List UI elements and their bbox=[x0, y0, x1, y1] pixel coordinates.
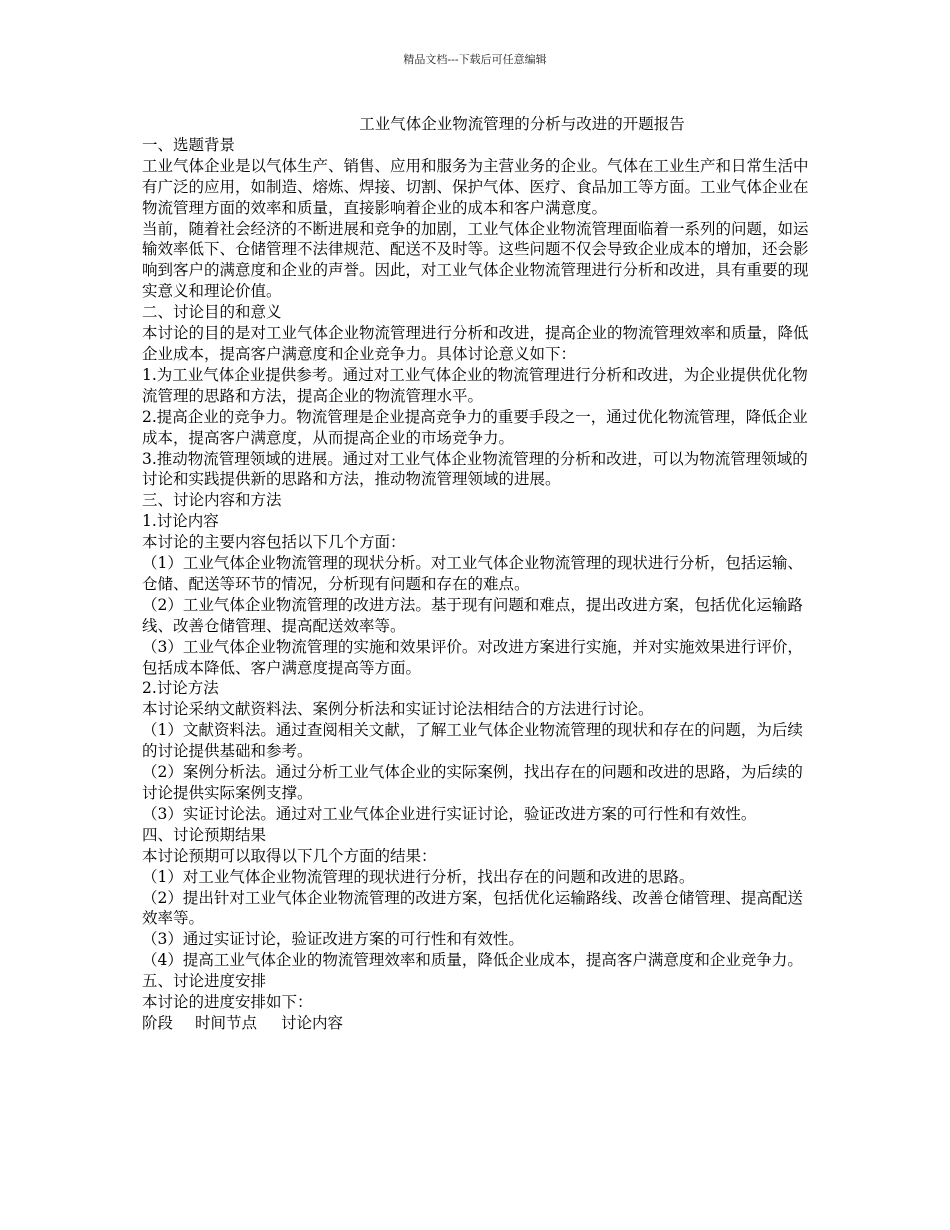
page-header: 精品文档---下载后可任意编辑 bbox=[403, 53, 547, 66]
section-heading: 五、讨论进度安排 bbox=[142, 972, 267, 991]
list-item: （2）提出针对工业气体企业物流管理的改进方案，包括优化运输路线、改善仓储管理、提高配送效率等。 bbox=[142, 888, 803, 928]
section-heading: 二、讨论目的和意义 bbox=[142, 303, 282, 322]
paragraph: 工业气体企业是以气体生产、销售、应用和服务为主营业务的企业。气体在工业生产和日常生活中有广泛的应用，如制造、熔炼、焊接、切割、保护气体、医疗、食品加工等方面。工业气体企业在物流管理方面的效率和质量，直接影响着企业的成本和客户满意度。 bbox=[142, 156, 809, 217]
list-item: 2.提高企业的竞争力。物流管理是企业提高竞争力的重要手段之一，通过优化物流管理，降低企业成本，提高客户满意度，从而提高企业的市场竞争力。 bbox=[142, 407, 808, 447]
document-body bbox=[142, 114, 812, 1034]
list-item: 3.推动物流管理领域的进展。通过对工业气体企业物流管理的分析和改进，可以为物流管理领域的讨论和实践提供新的思路和方法，推动物流管理领域的进展。 bbox=[142, 449, 808, 489]
list-item: （1）工业气体企业物流管理的现状分析。对工业气体企业物流管理的现状进行分析，包括运输、仓储、配送等环节的情况，分析现有问题和存在的难点。 bbox=[142, 554, 803, 593]
section-heading: 一、选题背景 bbox=[142, 135, 236, 154]
list-item: （4）提高工业气体企业的物流管理效率和质量，降低企业成本，提高客户满意度和企业竞争力。 bbox=[142, 951, 803, 970]
section-heading: 四、讨论预期结果 bbox=[142, 825, 267, 844]
section-heading: 三、讨论内容和方法 bbox=[142, 491, 282, 510]
list-item: （3）工业气体企业物流管理的实施和效果评价。对改进方案进行实施，并对实施效果进行评价，包括成本降低、客户满意度提高等方面。 bbox=[142, 637, 803, 677]
list-item: （1）对工业气体企业物流管理的现状进行分析，找出存在的问题和改进的思路。 bbox=[142, 867, 695, 886]
subsection-heading: 1.讨论内容 bbox=[142, 512, 219, 531]
column-header-content: 讨论内容 bbox=[281, 1013, 344, 1032]
column-header-time: 时间节点 bbox=[195, 1013, 258, 1032]
paragraph: 本讨论采纳文献资料法、案例分析法和实证讨论法相结合的方法进行讨论。 bbox=[142, 700, 654, 719]
list-item: （2）工业气体企业物流管理的改进方法。基于现有问题和难点，提出改进方案，包括优化运输路线、改善仓储管理、提高配送效率等。 bbox=[142, 595, 803, 635]
list-item: （3）通过实证讨论，验证改进方案的可行性和有效性。 bbox=[142, 930, 524, 949]
list-item: 1.为工业气体企业提供参考。通过对工业气体企业的物流管理进行分析和改进，为企业提供优化物流管理的思路和方法，提高企业的物流管理水平。 bbox=[142, 365, 808, 405]
paragraph: 本讨论的进度安排如下： bbox=[142, 993, 313, 1012]
paragraph: 本讨论的主要内容包括以下几个方面： bbox=[142, 533, 406, 552]
schedule-table-header bbox=[142, 1013, 812, 1034]
list-item: （1）文献资料法。通过查阅相关文献，了解工业气体企业物流管理的现状和存在的问题，为后续的讨论提供基础和参考。 bbox=[142, 721, 803, 761]
document-title: 工业气体企业物流管理的分析与改进的开题报告 bbox=[359, 115, 685, 133]
list-item: （3）实证讨论法。通过对工业气体企业进行实证讨论，验证改进方案的可行性和有效性。 bbox=[142, 804, 757, 823]
paragraph: 本讨论的目的是对工业气体企业物流管理进行分析和改进，提高企业的物流管理效率和质量，降低企业成本，提高客户满意度和企业竞争力。具体讨论意义如下： bbox=[142, 324, 809, 363]
column-header-stage: 阶段 bbox=[142, 1013, 174, 1032]
paragraph: 本讨论预期可以取得以下几个方面的结果： bbox=[142, 846, 437, 865]
list-item: （2）案例分析法。通过分析工业气体企业的实际案例，找出存在的问题和改进的思路，为后续的讨论提供实际案例支撑。 bbox=[142, 763, 803, 802]
paragraph: 当前，随着社会经济的不断进展和竞争的加剧，工业气体企业物流管理面临着一系列的问题，如运输效率低下、仓储管理不法律规范、配送不及时等。这些问题不仅会导致企业成本的增加，还会影响到客户的满意度和企业的声誉。因此，对工业气体企业物流管理进行分析和改进，具有重要的现实意义和理论价值。 bbox=[142, 219, 809, 301]
subsection-heading: 2.讨论方法 bbox=[142, 679, 219, 698]
